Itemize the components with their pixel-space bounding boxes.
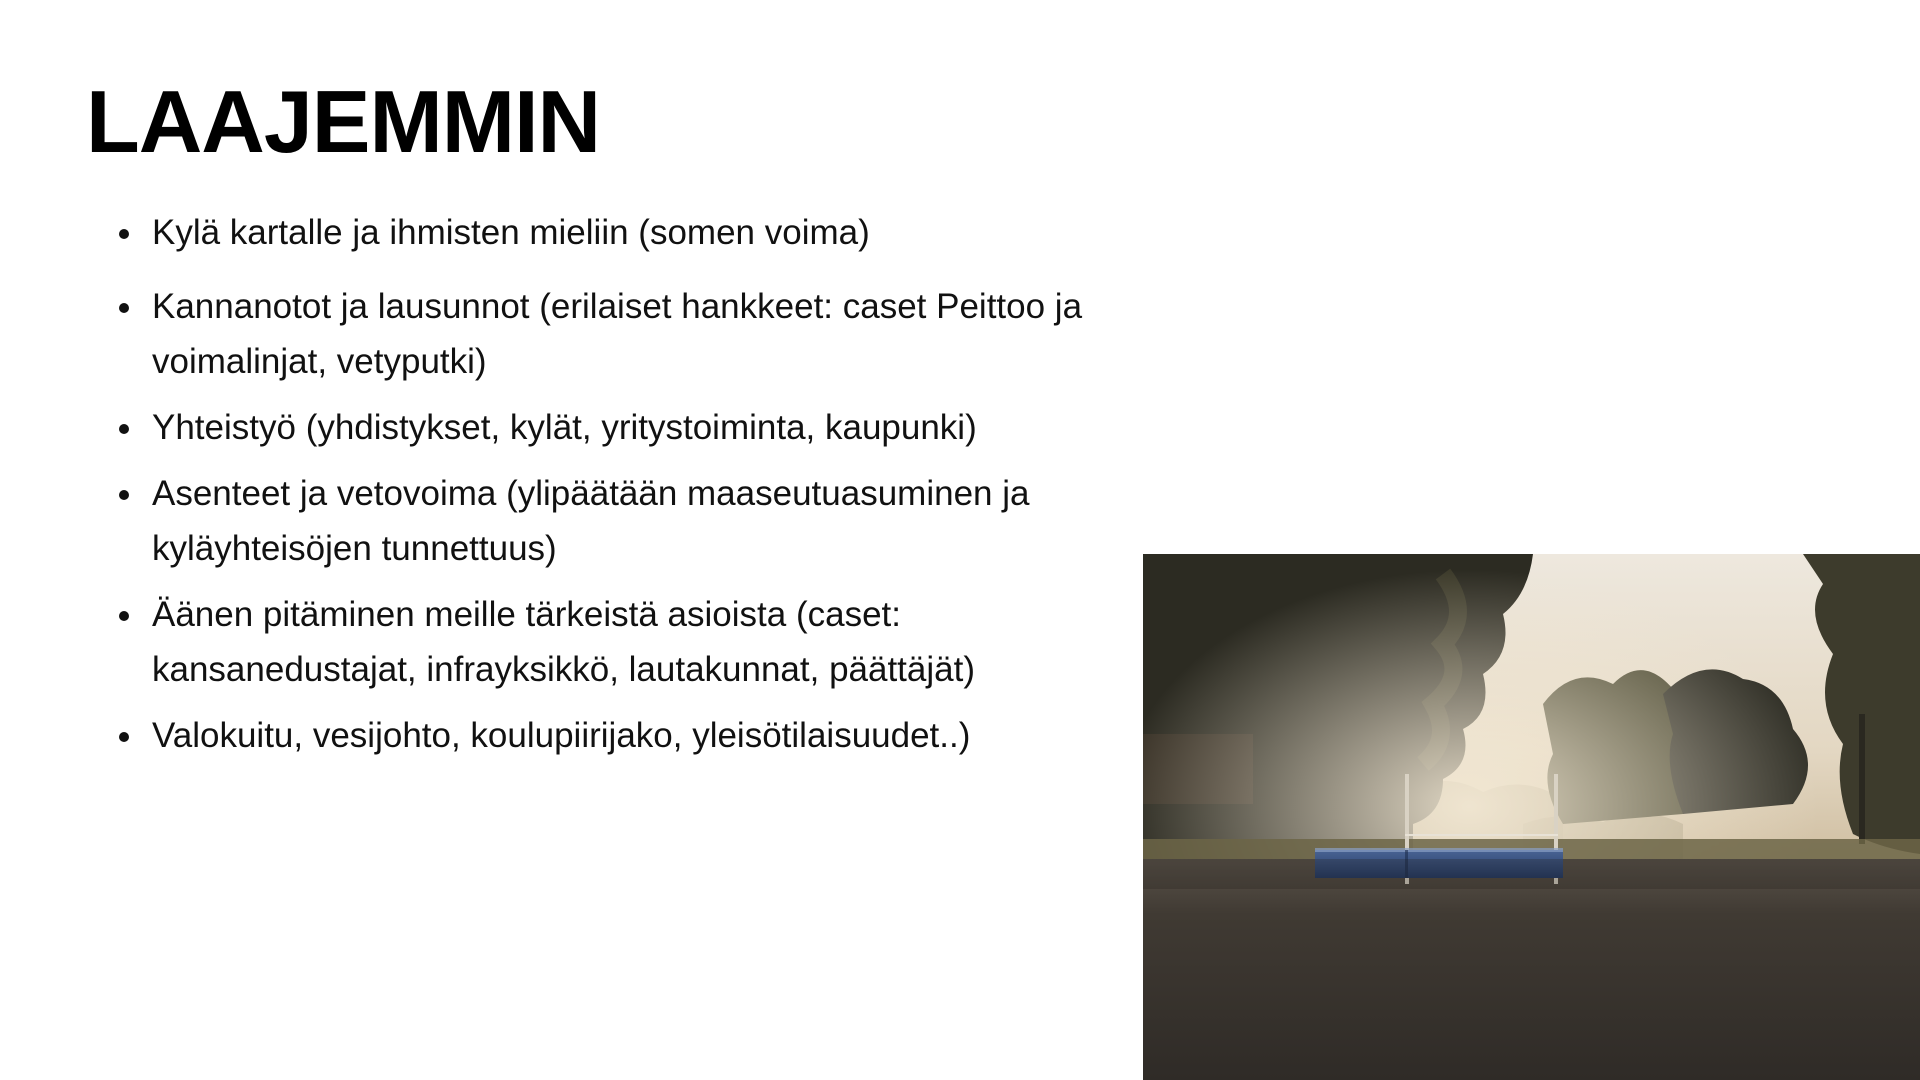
slide-title: LAAJEMMIN xyxy=(86,72,601,171)
bullet-dot-icon xyxy=(119,732,129,742)
bullet-item xyxy=(114,708,1144,763)
bullet-item xyxy=(114,466,1144,576)
bullet-text: Asenteet ja vetovoima (ylipäätään maaseutuasuminen ja kyläyhteisöjen tunnettuus) xyxy=(152,474,1030,568)
bullet-dot-icon xyxy=(119,303,129,313)
field-photo-illustration xyxy=(1143,554,1920,1080)
gravel-ground xyxy=(1143,859,1920,1080)
bullet-text: Valokuitu, vesijohto, koulupiirijako, yleisötilaisuudet..) xyxy=(152,716,971,755)
bullet-dot-icon xyxy=(119,611,129,621)
bullet-list xyxy=(114,205,1144,774)
bullet-dot-icon xyxy=(119,229,129,239)
jump-bar xyxy=(1405,834,1558,836)
bullet-text: Yhteistyö (yhdistykset, kylät, yritystoiminta, kaupunki) xyxy=(152,408,977,447)
bullet-item xyxy=(114,279,1144,389)
bullet-item xyxy=(114,587,1144,697)
bullet-text: Äänen pitäminen meille tärkeistä asioista (caset: kansanedustajat, infrayksikkö, lautakunnat, päättäjät) xyxy=(152,595,975,689)
bullet-item xyxy=(114,400,1144,455)
bullet-dot-icon xyxy=(119,490,129,500)
field-photo xyxy=(1143,554,1920,1080)
bullet-dot-icon xyxy=(119,424,129,434)
bullet-item xyxy=(114,205,1144,260)
bullet-text: Kylä kartalle ja ihmisten mieliin (somen voima) xyxy=(152,213,870,252)
bullet-text: Kannanotot ja lausunnot (erilaiset hankkeet: caset Peittoo ja voimalinjat, vetyputki) xyxy=(152,287,1083,381)
